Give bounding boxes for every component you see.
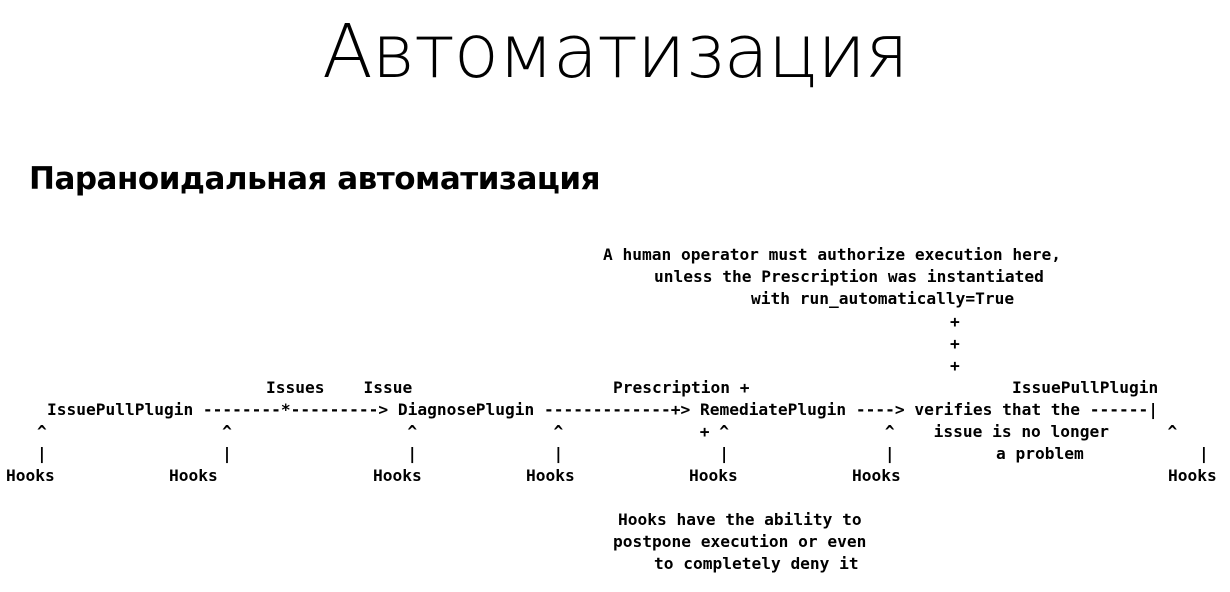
authorization-marker: + xyxy=(950,312,960,331)
hooks-label: Hooks xyxy=(526,466,575,485)
authorization-marker: + xyxy=(950,334,960,353)
operator-note-line: with run_automatically=True xyxy=(751,289,1015,308)
slide-subtitle: Параноидальная автоматизация xyxy=(29,161,600,197)
hook-stem: | xyxy=(1199,444,1209,463)
hooks-label: Hooks xyxy=(6,466,55,485)
hooks-label: Hooks xyxy=(169,466,218,485)
final-plugin-note: a problem xyxy=(996,444,1084,463)
hooks-note-line: to completely deny it xyxy=(654,554,859,573)
operator-note-line: A human operator must authorize execution here, xyxy=(603,245,1062,264)
hooks-label: Hooks xyxy=(373,466,422,485)
edge-label-issues: Issues Issue xyxy=(266,378,413,397)
pipeline-flow-line: IssuePullPlugin --------*---------> DiagnosePlugin -------------+> RemediatePlugin ----> verifies that the ------| xyxy=(47,400,1159,419)
hooks-label: Hooks xyxy=(689,466,738,485)
hook-stems-line: | | | | | | xyxy=(37,444,895,463)
hooks-note-line: Hooks have the ability to xyxy=(618,510,862,529)
edge-label-prescription: Prescription + xyxy=(613,378,750,397)
operator-note-line: unless the Prescription was instantiated xyxy=(654,267,1044,286)
hooks-label: Hooks xyxy=(1168,466,1217,485)
final-plugin-label: IssuePullPlugin xyxy=(1012,378,1159,397)
authorization-marker: + xyxy=(950,356,960,375)
hook-arrows-line: ^ ^ ^ ^ + ^ ^ issue is no longer ^ xyxy=(37,422,1178,441)
hooks-label: Hooks xyxy=(852,466,901,485)
slide-title: Автоматизация xyxy=(322,9,908,95)
hooks-note-line: postpone execution or even xyxy=(613,532,867,551)
